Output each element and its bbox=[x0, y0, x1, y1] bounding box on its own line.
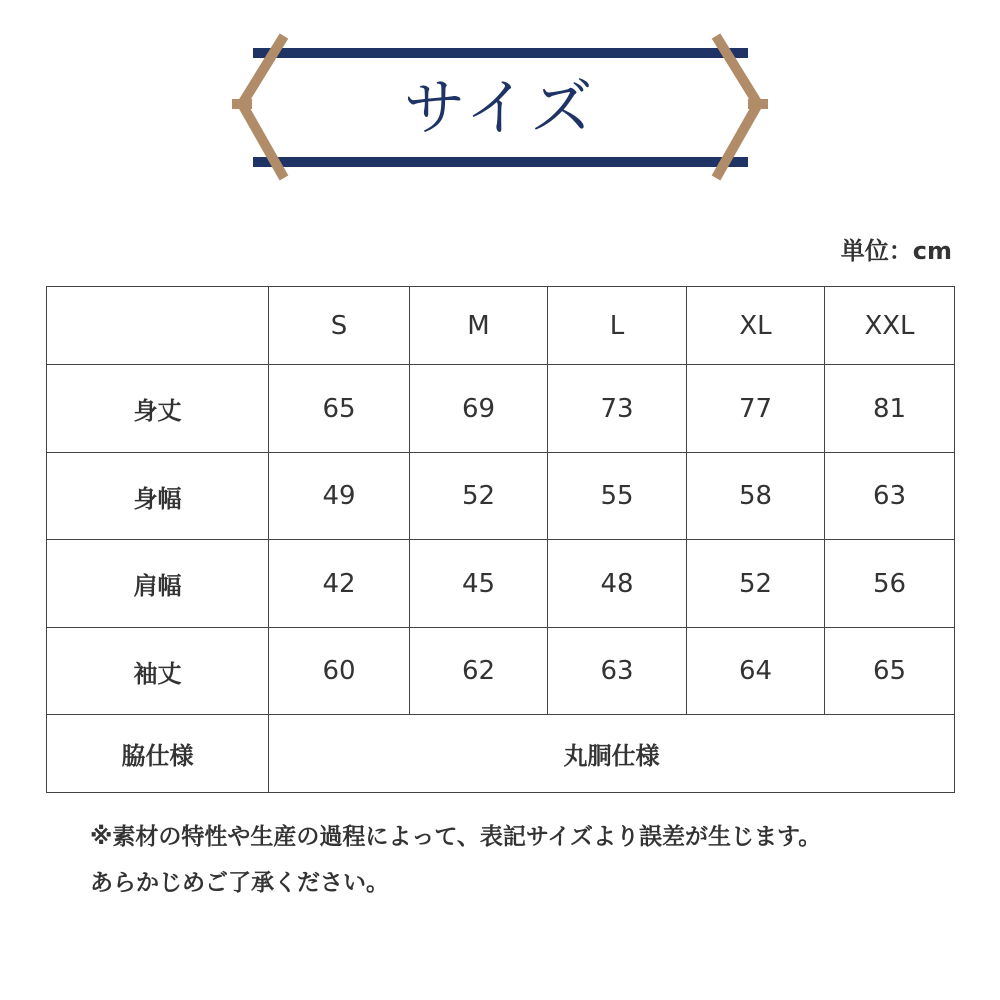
row-label: 身丈 bbox=[47, 365, 269, 453]
title-banner bbox=[0, 0, 1000, 200]
table-cell: 65 bbox=[269, 365, 410, 453]
bottom-navy-bar bbox=[253, 157, 748, 167]
table-cell: 45 bbox=[410, 540, 548, 628]
table-cell: 65 bbox=[825, 628, 955, 715]
table-row bbox=[47, 628, 955, 715]
note-line: ※素材の特性や生産の過程によって、表記サイズより誤差が生じます。 bbox=[90, 824, 822, 850]
note-line: あらかじめご了承ください。 bbox=[90, 870, 389, 896]
table-cell: 48 bbox=[548, 540, 687, 628]
table-cell: 60 bbox=[269, 628, 410, 715]
side-spec-value: 丸胴仕様 bbox=[269, 715, 955, 793]
table-row bbox=[47, 540, 955, 628]
page-title: サイズ bbox=[403, 71, 597, 144]
row-label: 袖丈 bbox=[47, 628, 269, 715]
table-cell: 73 bbox=[548, 365, 687, 453]
header-size-xl: XL bbox=[687, 287, 825, 365]
table-row bbox=[47, 365, 955, 453]
table-cell: 58 bbox=[687, 453, 825, 540]
table-cell: 77 bbox=[687, 365, 825, 453]
table-cell: 64 bbox=[687, 628, 825, 715]
table-cell: 52 bbox=[687, 540, 825, 628]
table-cell: 55 bbox=[548, 453, 687, 540]
table-cell: 49 bbox=[269, 453, 410, 540]
side-spec-row bbox=[47, 715, 955, 793]
table-cell: 52 bbox=[410, 453, 548, 540]
table-row bbox=[47, 453, 955, 540]
header-size-m: M bbox=[410, 287, 548, 365]
row-label: 脇仕様 bbox=[47, 715, 269, 793]
table-cell: 69 bbox=[410, 365, 548, 453]
header-empty-cell bbox=[47, 287, 269, 365]
row-label: 身幅 bbox=[47, 453, 269, 540]
header-size-s: S bbox=[269, 287, 410, 365]
table-cell: 56 bbox=[825, 540, 955, 628]
table-cell: 42 bbox=[269, 540, 410, 628]
table-cell: 63 bbox=[548, 628, 687, 715]
table-header-row bbox=[47, 287, 955, 365]
header-size-l: L bbox=[548, 287, 687, 365]
disclaimer-note bbox=[90, 814, 950, 906]
top-navy-bar bbox=[253, 48, 748, 58]
header-size-xxl: XXL bbox=[825, 287, 955, 365]
table-cell: 62 bbox=[410, 628, 548, 715]
size-table bbox=[46, 286, 955, 793]
table-cell: 63 bbox=[825, 453, 955, 540]
row-label: 肩幅 bbox=[47, 540, 269, 628]
table-cell: 81 bbox=[825, 365, 955, 453]
unit-label: 単位：cm bbox=[840, 237, 952, 265]
